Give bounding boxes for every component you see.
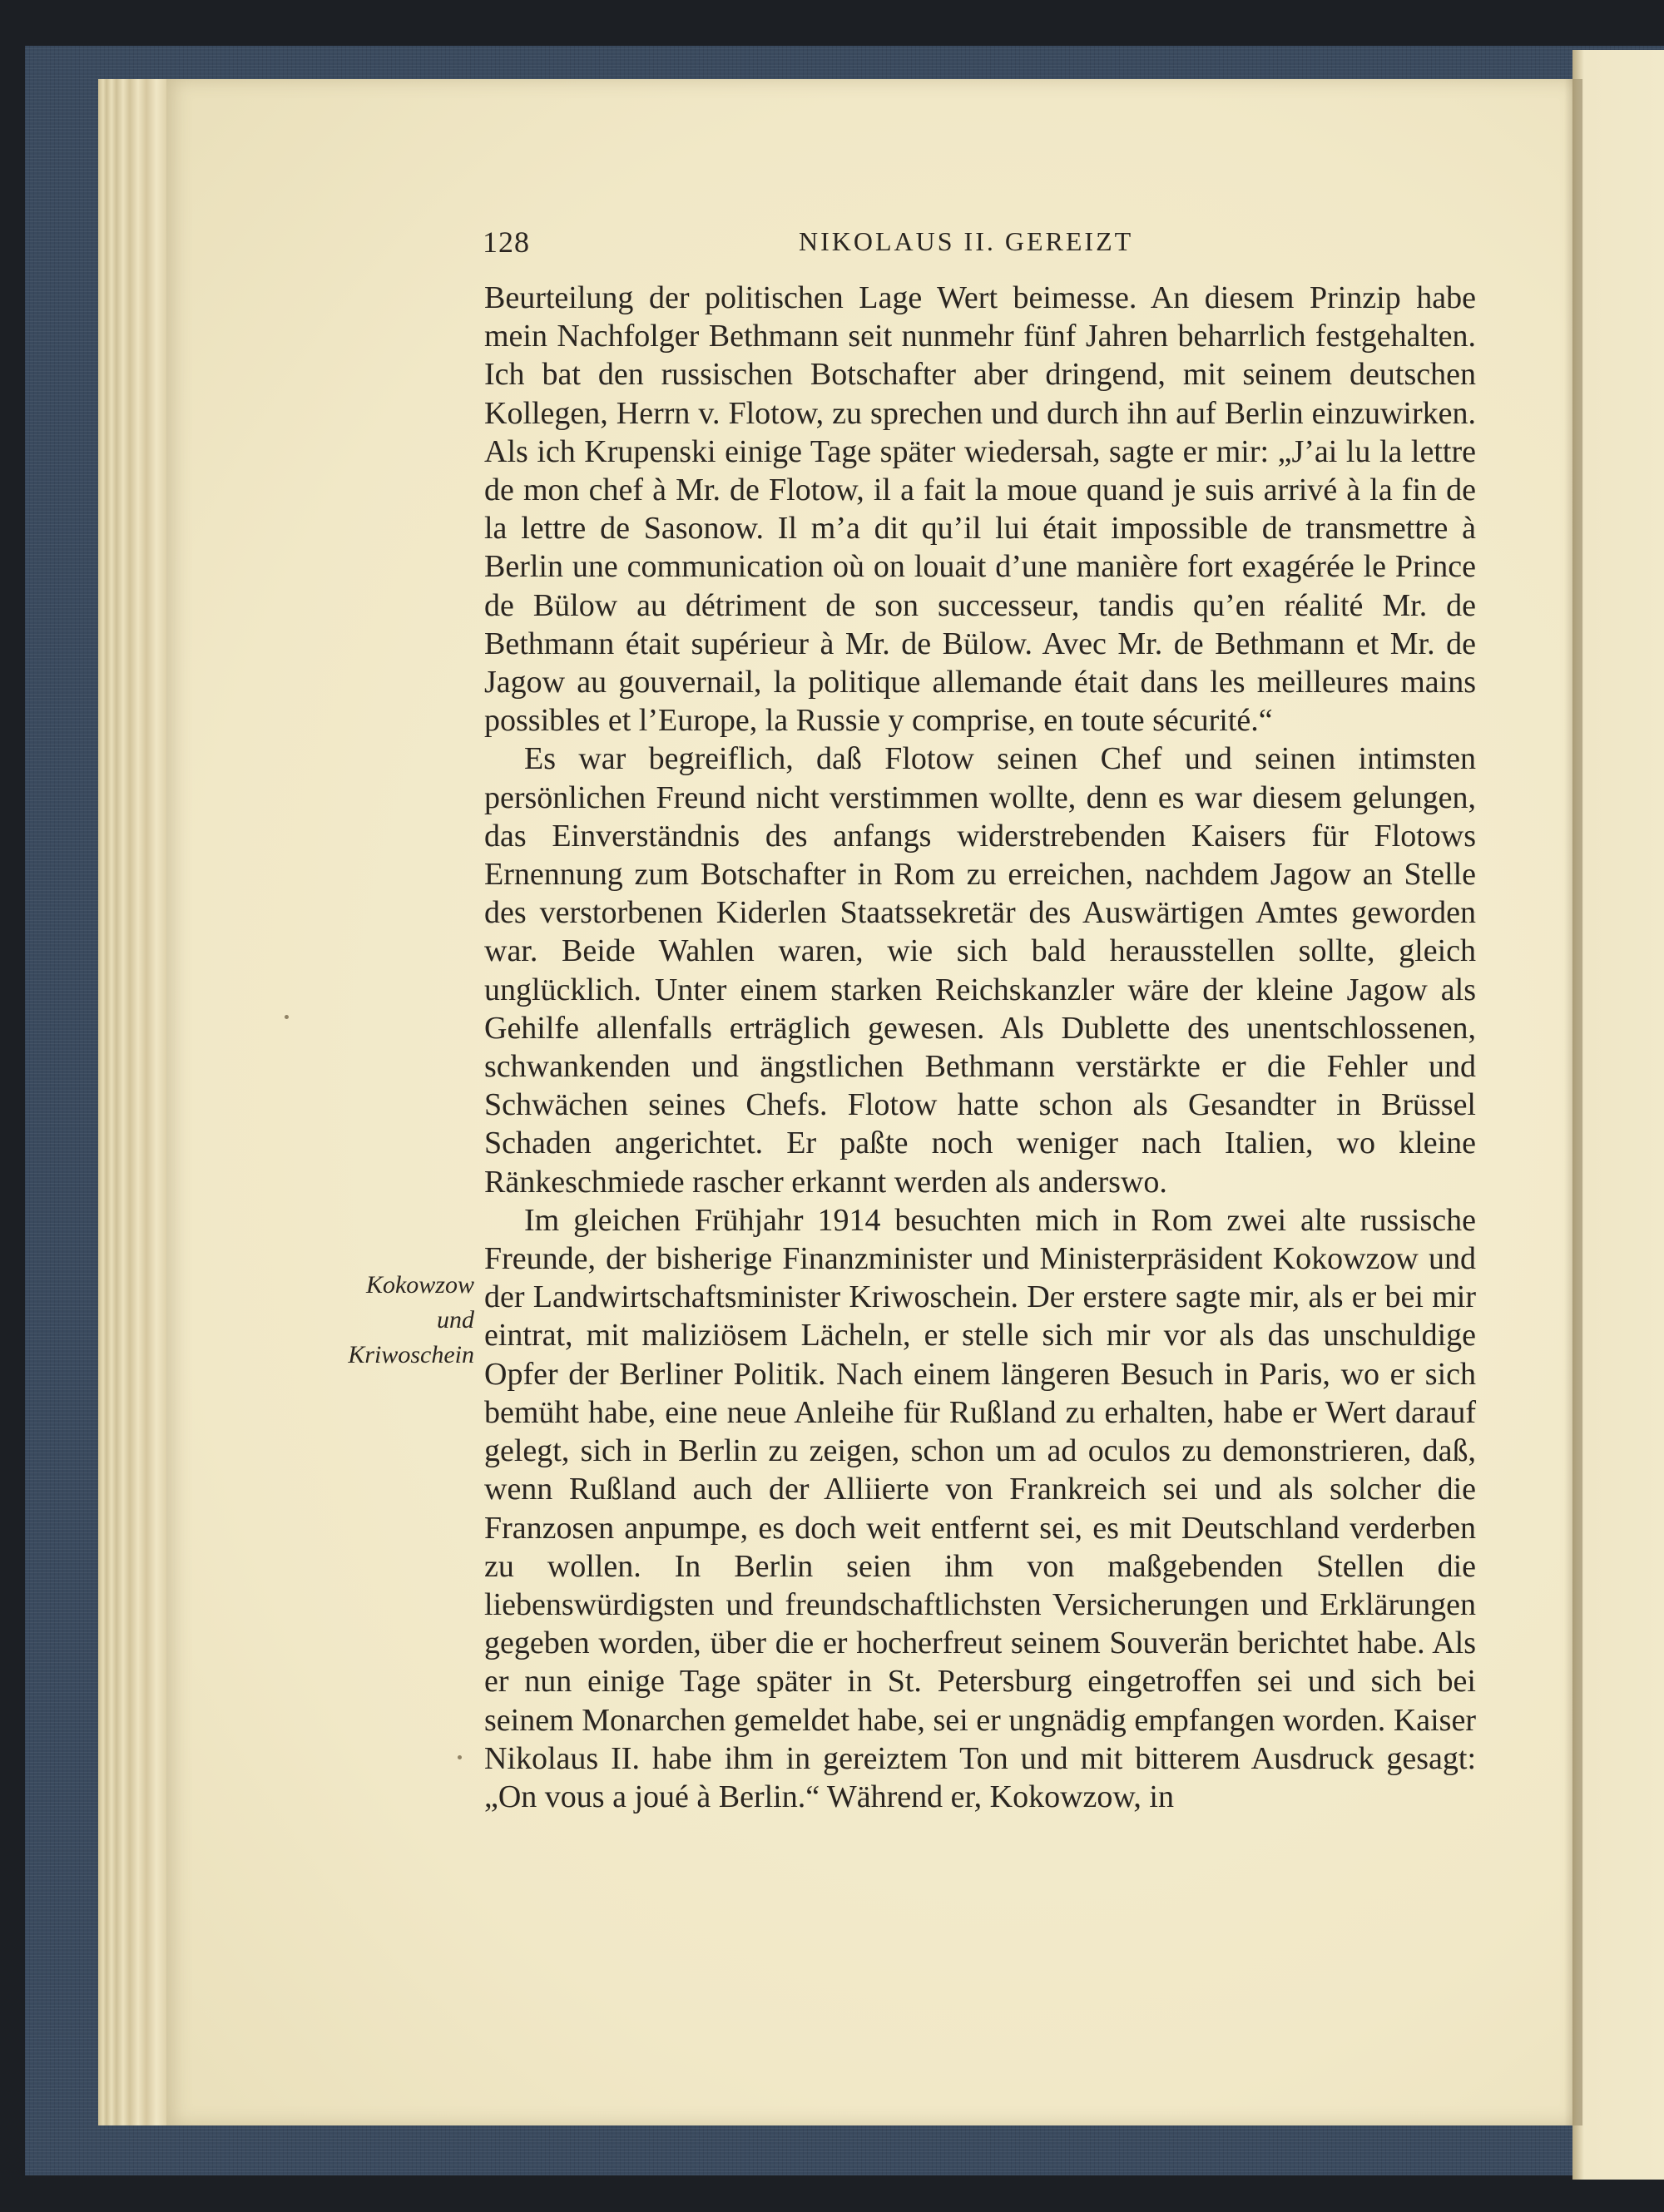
- facing-page-edge: [1572, 50, 1664, 2180]
- page-speck: [458, 1755, 462, 1759]
- margin-note-line: Kokowzow: [365, 1271, 474, 1299]
- paragraph: Im gleichen Frühjahr 1914 besuchten mich in Rom zwei alte russische Freunde, der bisherige Finanzminister und Ministerpräsident Kokowzow und der Landwirtschaftsminister Kriwoschein. Der erstere sagte mir, als er bei mir eintrat, mit maliziösem Lächeln, er stelle sich mir vor als das unschuldige Opfer der Berliner Politik. Nach einem längeren Besuch in Paris, wo er sich bemüht habe, eine neue Anleihe für Rußland zu erhalten, habe er Wert darauf gelegt, sich in Berlin zu zeigen, schon um ad oculos zu demonstrieren, daß, wenn Rußland auch der Alliierte von Frankreich sei und als solcher die Franzosen anpumpe, es doch weit entfernt sei, es mit Deutschland verderben zu wollen. In Berlin seien ihm von maßgebenden Stellen die liebenswürdigsten und freundschaftlichsten Versicherungen und Erklärungen gegeben worden, über die er hocherfreut seinem Souverän berichtet habe. Als er nun einige Tage später in St. Petersburg eingetroffen sei und sich bei seinem Monarchen gemeldet habe, sei er ungnädig empfangen worden. Kaiser Nikolaus II. habe ihm in gereiztem Ton und mit bitterem Ausdruck gesagt: „On vous a joué à Berlin.“ Während er, Kokowzow, in: [484, 1202, 1476, 1814]
- page-header: [483, 225, 1464, 266]
- page-speck: [285, 1015, 289, 1019]
- paragraph: Beurteilung der politischen Lage Wert beimesse. An diesem Prinzip habe mein Nachfolger Bethmann seit nunmehr fünf Jahren beharrlich festgehalten. Ich bat den russischen Botschafter aber dringend, mit seinem deutschen Kollegen, Herrn v. Flotow, zu sprechen und durch ihn auf Berlin einzuwirken. Als ich Krupenski einige Tage später wiedersah, sagte er mir: „J’ai lu la lettre de mon chef à Mr. de Flotow, il a fait la moue quand je suis arrivé à la fin de la lettre de Sasonow. Il m’a dit qu’il lui était impossible de transmettre à Berlin une communication où on louait d’une manière fort exagérée le Prince de Bülow au détriment de son successeur, tandis qu’en réalité Mr. de Bethmann était supérieur à Mr. de Bülow. Avec Mr. de Bethmann et Mr. de Jagow au gouvernail, la politique allemande était dans les meilleures mains possibles et l’Europe, la Russie y comprise, en toute sécurité.“: [484, 280, 1476, 739]
- margin-note-line: und: [437, 1306, 474, 1334]
- margin-note: [316, 1268, 474, 1373]
- running-head: NIKOLAUS II. GEREIZT: [799, 226, 1134, 256]
- paragraph: Es war begreiflich, daß Flotow seinen Chef und seinen intimsten persönlichen Freund nicht verstimmen wollte, denn es war diesem gelungen, das Einverständnis des anfangs widerstrebenden Kaisers für Flotows Ernennung zum Botschafter in Rom zu erreichen, nachdem Jagow an Stelle des verstorbenen Kiderlen Staatssekretär des Auswärtigen Amtes geworden war. Beide Wahlen waren, wie sich bald herausstellen sollte, gleich unglücklich. Unter einem starken Reichskanzler wäre der kleine Jagow als Gehilfe allenfalls erträglich gewesen. Als Dublette des unentschlossenen, schwankenden und ängstlichen Bethmann verstärkte er die Fehler und Schwächen seines Chefs. Flotow hatte schon als Gesandter in Brüssel Schaden angerichtet. Er paßte noch weniger nach Italien, wo kleine Ränkeschmiede rascher erkannt werden als anderswo.: [484, 741, 1476, 1200]
- margin-note-line: Kriwoschein: [348, 1341, 474, 1368]
- gutter-shadow: [1564, 79, 1582, 2125]
- page-number: 128: [483, 225, 530, 259]
- body-text: [484, 279, 1476, 1816]
